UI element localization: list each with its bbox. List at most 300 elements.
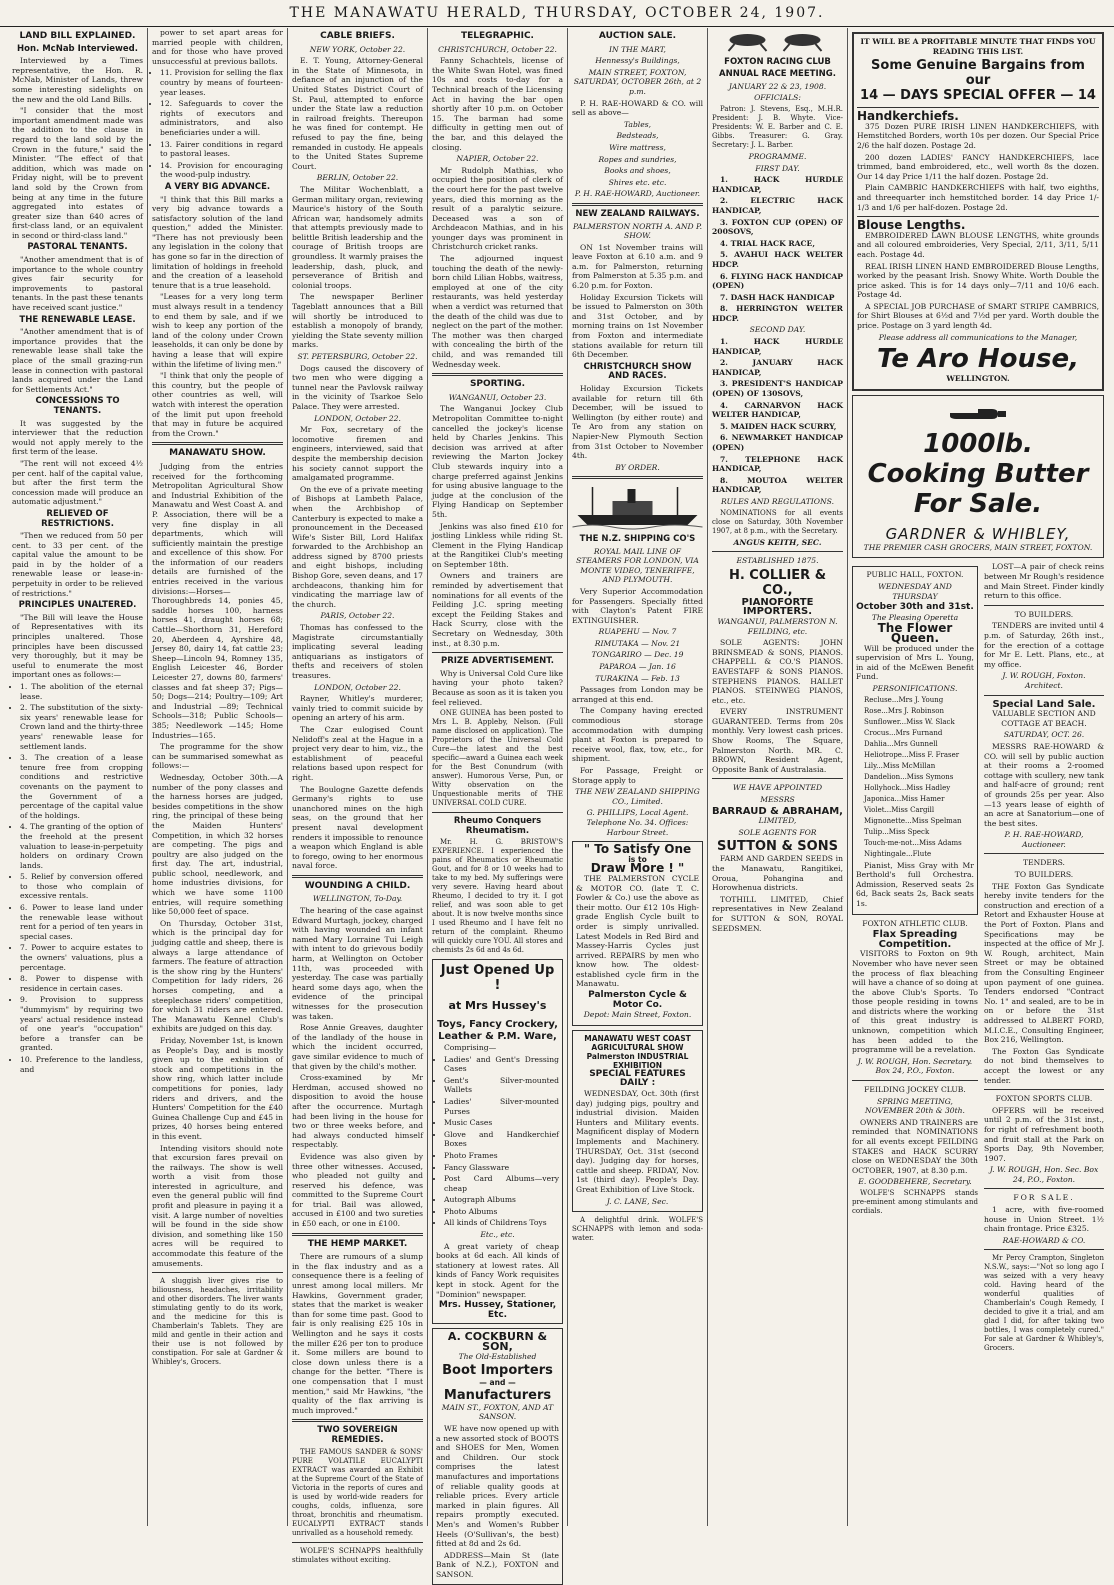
masthead: THE MANAWATU HERALD, THURSDAY, OCTOBER 24, 1907.: [0, 0, 1114, 27]
advert-text: THE Foxton Gas Syndicate hereby invite tenders for the construction and erection of a Retort and Exhauster House at the Port of Foxton. Plans and Specifications may be inspected at the office of Mr J. W. Rough, architect, Main Street or may be obtained from the Consulting Engineer upon payment of one guinea. Tenders endorsed "Contract No. 1" and sealed, are to be in on or before the 31st addressed to ALBERT FORD, M.I.C.E., Consulting Engineer, Box 216, Wellington.: [983, 881, 1104, 1045]
race-row: 8. MOUTOA WELTER HANDICAP,: [712, 475, 843, 495]
advert-text: WE have now opened up with a new assorted stock of BOOTS and SHOES for Men, Women and Children. Our stock comprises the latest manufactures and importations of reliable quality goods at reliable prices. Every article marked in plain figures. All repairs promptly executed. Men's and Women's Rubber Heels (O'Sullivan's, the best) fitted at 8d and 2s 6d.: [436, 1423, 559, 1549]
divider: [432, 812, 563, 813]
list-item: • 7. Power to acquire estates to the owners' valuations, plus a percentage.: [20, 943, 143, 972]
lost-notice: LOST—A pair of check reins between Mr Rough's residence and Main Street. Finder kindly return to this office.: [983, 562, 1104, 601]
divider: [432, 652, 563, 653]
section-heading: TO BUILDERS.: [1014, 870, 1074, 880]
cast-row: Lily...Miss McMillan: [864, 761, 936, 770]
advert-text: WOLFE'S SCHNAPPS stands pre-eminent among stimulants and cordials.: [852, 1188, 978, 1215]
race-row: 1. HACK HURDLE HANDICAP,: [712, 337, 843, 356]
cast-row: Dandelion...Miss Symons: [864, 772, 954, 781]
advert-signature: G. PHILLIPS, Local Agent. Telephone No. 34. Offices: Harbour Street.: [586, 808, 689, 837]
dateline: ST. PETERSBURG, October 22.: [297, 352, 418, 361]
advert-subhead: Boot Importers: [442, 1363, 553, 1379]
paragraph: The Czar eulogised Count Nelidoff's zeal at the Hague in a project very dear to him, viz., the establishment of peaceful relations based upon respect for right.: [292, 724, 423, 782]
advert-text: NOMINATIONS for all events close on Saturday, 30th November 1907, at 8 p.m., with the Secretary.: [712, 508, 843, 535]
advert-text: Comprising—: [444, 1042, 497, 1052]
advert-text: FIRST DAY.: [755, 163, 800, 173]
paragraph: E. T. Young, Attorney-General in the State of Minnesota, in defiance of an injunction of the United States District Court of St. Paul, attempted to enforce under the State law a reduction in railroad freights. Thereupon he was fined for contempt. He refused to pay the fine, being remanded in custody. He appeals to the United States Supreme Court.: [292, 56, 423, 171]
advert-headline: H. COLLIER & CO.,: [728, 567, 827, 598]
advert-text: Will be produced under the supervision of Mrs L. Young, in aid of the McEwen Benefit Fund.: [856, 643, 974, 682]
paragraph: Owners and trainers are reminded by advertisement that nominations for all events of the Feilding J.C. spring meeting except the Feilding Stakes and Hack Scurry, close with the Secretary on Wednesday, 30th inst., at 8.30 p.m.: [432, 571, 563, 648]
race-row: 2. JANUARY HACK HANDICAP,: [712, 358, 843, 377]
flower-queen-advert: [852, 566, 978, 914]
advert-text: REAL IRISH LINEN HAND EMBROIDERED Blouse Lengths, worked by the peasant Irish. Snowy White. Worth Double the price asked. This is for 14 days only—7/11 and 10/6 each. Postage 4d.: [857, 261, 1099, 300]
race-row: 4. CARNARVON HACK WELTER HANDICAP,: [712, 400, 843, 420]
divider: [152, 442, 283, 445]
paragraph: The adjourned inquest touching the death of the newly-born child Lilian Hobbs, waitress, employed at one of the city restaurants, was held yesterday when a verdict was returned that the death of the child was due to neglect on the part of the mother. The mother was then charged with concealing the birth of the child, and was remanded till Wednesday week.: [432, 254, 563, 369]
divider: [984, 605, 1104, 606]
advert-text: EMBROIDERED LAWN BLOUSE LENGTHS, white grounds and all coloured embroideries, Very Special, 2/11, 3/11, 5/11 each. Postage 4d.: [857, 230, 1099, 259]
paragraph: power to set apart areas for married people with children, and for those who have proved unsuccessful at previous ballots.: [152, 28, 283, 66]
section-heading: THE N.Z. SHIPPING CO'S: [579, 533, 696, 544]
advert-headline: For Sale.: [913, 488, 1043, 519]
divider: [292, 1233, 423, 1236]
item: Ropes and sundries,: [598, 154, 677, 164]
sailing-row: TURAKINA — Feb. 13: [595, 673, 680, 683]
racing-horses-icon: [712, 28, 843, 52]
advert-headline: BARRAUD & ABRAHAM,: [712, 805, 843, 817]
section-heading: CHRISTCHURCH SHOW AND RACES.: [583, 361, 692, 382]
advert-text: THE PREMIER CASH GROCERS, MAIN STREET, FOXTON.: [863, 542, 1093, 552]
race-row: 8. HERRINGTON WELTER HDCP.: [712, 304, 843, 323]
list-item: • Autograph Albums: [444, 1195, 559, 1205]
advert-text: ROYAL MAIL LINE OF STEAMERS FOR LONDON, VIA MONTE VIDEO, TENERIFFE, AND PLYMOUTH.: [576, 546, 699, 585]
paragraph: Wednesday, October 30th.—A number of the pony classes and the harness horses are judged, besides competitions in the show ring, the principal of these being the Maiden Hunters' Competition, in which 32 horses are competing. The pigs and poultry are also judged on the first day. The art, industrial, public school, needlework, and home industries divisions, for which we have some 1100 entries, will require something like 50,000 feet of space.: [152, 772, 283, 917]
advert-headline: A. COCKBURN & SON,: [447, 1330, 548, 1353]
paragraph: "Then we reduced from 50 per cent. to 33 per cent. of the capital value the amount to be paid in by the holder of a renewable lease or lease-in-perpetuity in order to be relieved of restrictions.": [12, 531, 143, 598]
list-item: • 5. Relief by conversion offered to those who complain of excessive rentals.: [20, 872, 143, 901]
item: Wire mattress,: [609, 142, 666, 152]
divider: [984, 695, 1104, 696]
advert-text: THE NEW ZEALAND SHIPPING CO., Limited.: [575, 787, 700, 806]
advert-text: PALMERSTON NORTH A. AND P. SHOW.: [572, 221, 702, 241]
lower-adverts: [852, 562, 1104, 1355]
advert-text: Mr Percy Crampton, Singleton N.S.W., says:—"Not so long ago I was seized with a very heavy cold. Having heard of the wonderful qualities of Chamberlain's Cough Remedy, I decided to give it a trial, and am glad I did, for after taking two bottles, I was completely cured." For sale at Gardner & Whibley's, Grocers.: [983, 1254, 1104, 1353]
article-title: TELEGRAPHIC.: [461, 31, 534, 41]
column-6: [708, 28, 848, 1526]
section-heading: Handkerchiefs.: [857, 109, 959, 124]
advert-text: A great variety of cheap books at 6d each. All kinds of stationery at lowest rates. All kinds of Fancy Work requisites kept in stock. Agent for the "Dominion" newspaper.: [436, 1241, 559, 1299]
advert-text: FARM AND GARDEN SEEDS in the Manawatu, Rangitikei, Oroua, Pohangina and Horowhenua districts.: [712, 854, 843, 893]
cycle-advert: [572, 841, 703, 1026]
advert-text: The Foxton Gas Syndicate do not bind themselves to accept the lowest or any tender.: [983, 1046, 1104, 1085]
advert-text: Hennessy's Buildings,: [595, 56, 680, 66]
advert-text: PUBLIC HALL, FOXTON.: [866, 570, 964, 580]
paragraph: Jenkins was also fined £10 for jostling Linkless while riding St. Clement in the Flying Handicap at the Rangitikei Club's meeting on September 18th.: [432, 521, 563, 569]
dateline: NAPIER, October 22.: [456, 154, 539, 164]
section-heading: PASTORAL TENANTS.: [27, 242, 128, 253]
item: Tables,: [623, 119, 652, 129]
divider: [572, 476, 703, 479]
paragraph: On Thursday, October 31st, which is the principal day for judging cattle and sheep, there is always a large attendance of farmers. The feature of attraction is the show ring by the Hunters' Competition for lady riders, 26 horses competing, and a steeplechase riders' competition, for which 31 riders are entered. The Manawatu Kennel Club's exhibits are judged on this day.: [152, 918, 283, 1034]
advert-text: WELLINGTON.: [946, 374, 1010, 384]
race-row: 3. PRESIDENT'S HANDICAP (OPEN) OF 130SOVS,: [712, 379, 843, 399]
advert-text: THE PALMERSTON CYCLE & MOTOR CO. (late T. C. Fowler & Co.) use the above as their motto. Our £12 10s High-grade English Cycle built to order is simply unrivalled. Latest Models in Red Bird and Massey-Harris Cycles just arrived. REPAIRS by men who know how. The oldest-established cycle firm in the Manawatu.: [576, 873, 699, 989]
advert-text: WEDNESDAY, Oct. 30th (first day) judging pigs, poultry and industrial division. Maiden Hunters and Military events. Magnificent display of Modern Implements and Machinery. THURSDAY, Oct. 31st (second day). Judging day for horses, cattle and sheep. FRIDAY, Nov. 1st (third day). People's Day. Great Exhibition of Live Stock.: [576, 1089, 699, 1194]
advert-text: ADDRESS—Main St (late Bank of N.Z.), FOXTON and SANSON.: [436, 1550, 559, 1579]
paragraph: The Militar Wochenblatt, a German military organ, reviewing Maurice's history of the South African war, handsomely admits that attempts previously made to belittle British leadership and the courage of British troops are groundless. It warmly praises the leadership, dash, pluck, and perseverance of British and colonial troops.: [292, 184, 423, 290]
divider: [857, 107, 1099, 108]
divider: [292, 1419, 423, 1422]
sailing-row: PAPAROA — Jan. 16: [599, 662, 676, 672]
paragraph: "I consider that the most important amendment made was the addition to the clause in regard to the land sold by the Crown in the future," said the Minister. "The effect of that addition, which was made on Friday night, will be to prevent land sold by the Crown from being at any time in the future aggregated into estates of greater size than 640 acres of first-class land, or an equivalent in second or third-class land.": [12, 106, 143, 240]
race-row: 4. TRIAL HACK RACE,: [720, 238, 815, 248]
advert-text: EVERY INSTRUMENT GUARANTEED. Terms from 20s monthly. Very lowest cash prices. Show Rooms, The Square, Palmerston North. MR. C. BROWN, Resident Agent, Opposite Bank of Australasia.: [712, 707, 843, 774]
race-row: 6. NEWMARKET HANDICAP (OPEN): [712, 433, 843, 452]
divider: [712, 778, 843, 779]
paragraph: "I think that only the people of this country, but the people of other countries as well, will watch with interest the operation of the limit put upon freehold that may in future be acquired from the Crown.": [152, 371, 283, 438]
advert-text: JANUARY 22 & 23, 1908.: [728, 81, 827, 91]
advert-headline: SUTTON & SONS: [717, 839, 838, 855]
list-item: • 6. Power to lease land under the renewable lease without rent for a period of ten years in special cases.: [20, 903, 143, 941]
paragraph: The Wanganui Jockey Club Metropolitan Committee to-night cancelled the jockey's license held by Charles Jenkins. This decision was arrived at after reviewing the Marton Jockey Club stewards inquiry into a charge preferred against Jenkins for using abusive language to the judge at the conclusion of the Flying Handicap on September 5th.: [432, 404, 563, 519]
paragraph: The programme for the show can be summarised somewhat as follows:—: [152, 742, 283, 771]
provisions-list: [152, 68, 283, 180]
cast-row: Mignonette...Miss Spelman: [864, 816, 962, 825]
advert-subhead: Manufacturers: [443, 1387, 552, 1403]
advert-text: A delightful drink. WOLFE'S SCHNAPPS with lemon and soda-water.: [572, 1216, 703, 1243]
advert-text: A SPECIAL JOB PURCHASE of SMART STRIPE CAMBRICS, for Shirt Blouses at 6½d and 7½d per yard. Worth double the price. Postage on 3 yard length 4d.: [857, 301, 1099, 331]
divider: [432, 373, 563, 376]
race-row: 5. MAIDEN HACK SCURRY,: [720, 421, 837, 431]
advert-text: SOLE AGENTS: JOHN BRINSMEAD & SONS, PIANOS. CHAPPELL & CO.'S PIANOS. EAVESTAFF & SONS PIANOS. STEPHENS PIANOS. HALLET PIANOS. STEINWEG PIANOS, etc., etc.: [712, 638, 843, 705]
race-row: 7. TELEPHONE HACK HANDICAP,: [712, 454, 843, 474]
cast-row: Dahlia...Mrs Gunnell: [864, 739, 938, 748]
list-item: • All kinds of Childrens Toys: [444, 1218, 559, 1228]
advert-text: ESTABLISHED 1875.: [736, 556, 819, 566]
cast-row: Tulip...Miss Speck: [864, 827, 930, 836]
section-heading: FEILDING JOCKEY CLUB.: [864, 1085, 966, 1095]
advert-text: MAIN ST., FOXTON, AND AT SANSON.: [441, 1402, 554, 1422]
advert-text: The Pleasing Operetta: [871, 612, 959, 622]
item: Bedsteads,: [616, 131, 659, 141]
cast-row: Heliotrope...Miss F. Fraser: [864, 750, 960, 759]
advert-text: Passages from London may be arranged at this end.: [572, 685, 703, 704]
advert-text: Very Superior Accommodation for Passengers. Specially fitted with Clayton's Patent FIRE EXTINGUISHER.: [572, 586, 703, 625]
column-1: [8, 28, 148, 1526]
section-heading: PRINCIPLES UNALTERED.: [18, 600, 137, 611]
paragraph: "Another amendment that is of importance to the whole country gives fair security for improvements to pastoral tenants. In the past these tenants have received scant justice.": [12, 255, 143, 313]
advert-text: WOLFE'S SCHNAPPS healthfully stimulates without exciting.: [292, 1546, 423, 1564]
paragraph: Judging from the entries received for the forthcoming Metropolitan Agricultural Show and Industrial Exhibition of the Manawatu and West Coast A. and P. Association, there will be a very fine display in all departments, which will sufficiently maintain the prestige and excellence of this show. For the information of our readers details are furnished of the entries received in the various divisions:—Horses—Thoroughbreds 14, ponies 45, saddle horses 100, harness horses 41, draught horses 68; Cattle—Shorthorn 31, Hereford 20, Aberdeen 4, Ayrshire 48, Jersey 80, dairy 14, fat cattle 23; Sheep—Lincoln 94, Romney 135, English Leicester 46, Border Leicester 27, downs 80, farmers' classes and fat sheep 37; Pigs—50; Dogs—214; Poultry—109; Art and Industrial —89; Technical Schools—318; Public Schools—385; Needlework —145; Home Industries—165.: [152, 461, 283, 740]
advert-text: OFFICIALS:: [754, 93, 801, 103]
advert-subhead: Toys, Fancy Crockery, Leather & P.M. Ware,: [437, 1018, 558, 1042]
paragraph: "Another amendment that is of importance provides that the renewable lease shall take the place of the small grazing-run lease in connection with pastoral lands acquired under the Land for Settlements Act.": [12, 327, 143, 394]
cast-row: Hollyhock...Miss Hadley: [864, 783, 951, 792]
advert-text: The Company having erected commodious storage accommodation with dumping plant at Foxton is prepared to receive wool, flax, tow, etc., for shipment.: [572, 706, 703, 764]
paragraph: Mr. H. G. BRISTOW'S EXPERIENCE. I experienced the pains of Rheumatics or Rheumatic Gout, and for 8 or 10 weeks had to take to my bed. My sufferings were very severe. Having heard about Rheumo, I decided to try it. I got relief, and was soon able to get about. It is now twelve months since I used Rheumo and I have felt no return of the complaint. Rheumo will quickly cure YOU. All stores and chemists 2s 6d and 4s 6d.: [432, 838, 563, 955]
paragraph: ONE GUINEA has been posted to Mrs L. B. Appleby, Nelson. (Full name disclosed on application). The Proprietors of the Universal Cold Cure—the latest and the best specific—award a Guinea each week for the Best Conundrum (with answer). Humorous Verse, Pun, or Witty observation on the Unquestionable merits of THE UNIVERSAL COLD CURE.: [432, 709, 563, 808]
paragraph: It was suggested by the interviewer that the reduction would not apply merely to the first term of the lease.: [12, 418, 143, 457]
column-7: [848, 28, 1108, 1526]
advert-text: SPRING MEETING, NOVEMBER 20th & 30th.: [864, 1096, 965, 1116]
dateline: BERLIN, October 22.: [316, 173, 399, 183]
lower-left-column: [852, 562, 978, 1355]
advert-signature: Palmerston Cycle & Motor Co.: [588, 990, 687, 1010]
advert-signature: P. H. RAE-HOWARD, Auctioneer.: [574, 189, 701, 199]
advert-text: RULES AND REGULATIONS.: [720, 496, 835, 506]
article-title: SPORTING.: [469, 379, 526, 390]
column-3: [288, 28, 428, 1564]
advert-text: 200 dozen LADIES' FANCY HANDKERCHIEFS, lace trimmed, band embroidered, etc., well worth 8s the dozen. Our 14 day Price 1/11 the half dozen. Postage 2d.: [857, 152, 1099, 181]
list-item: • 12. Safeguards to cover the rights of executors and administrators, and also beneficiaries under a will.: [160, 99, 283, 137]
list-item: • 8. Power to dispense with residence in certain cases.: [20, 974, 143, 993]
article-title: LAND BILL EXPLAINED.: [19, 31, 136, 41]
divider: [984, 1188, 1104, 1189]
dateline: LONDON, October 22.: [314, 413, 401, 423]
advert-text: Pianist, Miss Gray with Mr Berthold's full Orchestra. Admission, Reserved seats 2s 6d, Back seats 2s, Back seats 1s.: [856, 860, 974, 908]
steamship-icon: [572, 483, 703, 529]
paragraph: "I think that this Bill marks a very big advance towards a satisfactory solution of the land question," added the Minister. "There has not previously been any legislation in the colony that has gone so far in the direction of limitation of holdings in freehold and the creation of a leasehold tenure that is a true leasehold.: [152, 194, 283, 290]
list-item: • Photo Frames: [444, 1151, 559, 1161]
advert-text: SOLE AGENTS FOR: [738, 827, 817, 837]
advert-signature: E. GOODBEHERE, Secretary.: [858, 1177, 972, 1187]
advert-text: PERSONIFICATIONS.: [872, 683, 958, 693]
advert-text: For Passage, Freight or Storage apply to: [572, 766, 703, 785]
advert-subhead: is to: [628, 854, 647, 864]
race-row: 1. HACK HURDLE HANDICAP,: [712, 175, 843, 194]
cast-row: Crocus...Mrs Furnand: [864, 728, 943, 737]
race-row: 5. AVAHUI HACK WELTER HDCP.: [712, 250, 843, 269]
advert-text: Etc., etc.: [480, 1230, 515, 1240]
columns: [8, 28, 1108, 1579]
section-heading: FOR SALE.: [1013, 1193, 1075, 1203]
cast-row: Touch-me-not...Miss Adams: [864, 838, 962, 847]
list-item: • Gent's Silver-mounted Wallets: [444, 1076, 559, 1095]
advert-headline: Flax Spreading Competition.: [872, 929, 958, 950]
advert-text: P. H. RAE-HOWARD & CO. will sell as above—: [572, 98, 703, 118]
article-title: AUCTION SALE.: [598, 31, 677, 41]
sailing-row: RIMUTAKA — Nov. 21: [594, 638, 681, 648]
article-title: MANAWATU SHOW.: [169, 448, 266, 459]
race-row: 2. ELECTRIC HACK HANDICAP,: [712, 196, 843, 215]
divider: [292, 1542, 423, 1543]
list-item: • 10. Preference to the landless, and: [20, 1055, 143, 1074]
advert-text: THE FAMOUS SANDER & SONS' PURE VOLATILE EUCALYPTI EXTRACT was awarded an Exhibit at the Supreme Court of the State of Victoria in the reports of cures and is used by world-wide readers for coughs, colds, influenza, sore throat, bronchitis and rheumatism. EUCALYPTI EXTRACT stands unrivalled as a household remedy.: [292, 1447, 423, 1537]
advert-signature: J. W. ROUGH, Hon. Sec. Box 24, P.O., Foxton.: [989, 1165, 1099, 1184]
advert-text: The Old-Established: [458, 1351, 537, 1361]
advert-text: Patron: J. Stevens, Esq., M.H.R. President: J. B. Whyte. Vice-Presidents: W. E. Barber and C. E. Gibbs. Treasurer: G. Gray. Secretary: J. L. Barber.: [712, 104, 843, 149]
advert-signature: J. C. LANE, Sec.: [606, 1196, 669, 1206]
advert-text: OWNERS AND TRAINERS are reminded that NOMINATIONS for all events except FEILDING STAKES and HACK SCURRY close on WEDNESDAY the 30th OCTOBER, 1907, at 8.30 p.m.: [852, 1117, 978, 1175]
dateline: LONDON, October 22.: [314, 682, 401, 692]
article-title: THE HEMP MARKET.: [307, 1238, 408, 1249]
article-title: CABLE BRIEFS.: [320, 31, 395, 41]
section-heading: TWO SOVEREIGN REMEDIES.: [317, 1425, 398, 1445]
section-heading: Rheumo Conquers Rheumatism.: [453, 816, 542, 836]
list-item: • Glove and Handkerchief Boxes: [444, 1130, 559, 1149]
advert-text: LIMITED,: [758, 816, 797, 826]
cast-row: Nightingale...Flute: [864, 849, 932, 858]
paragraph: The Boulogne Gazette defends Germany's rights to use unanchored mines on the high seas, on the ground that her present naval development renders it impossible to renounce a weapon which England is able to forego, owing to her enormous naval force.: [292, 784, 423, 871]
advert-subhead: PIANOFORTE IMPORTERS.: [741, 596, 814, 618]
sailing-row: TONGARIRO — Dec. 19: [591, 650, 684, 660]
paragraph: Intending visitors should note that excursion fares prevail on the railways. The show is well worth a visit from those interested in agriculture, and even the general public will find profit and pleasure in paying it a visit. A large number of novelties will be found in the side show division, and something like 150 acres will be required to accommodate this feature of the amusements.: [152, 1143, 283, 1268]
advert-text: WANGANUI, PALMERSTON N. FEILDING, etc.: [717, 616, 838, 636]
advert-text: VISITORS to Foxton on 9th November who have never seen the process of flax bleaching will have a chance of so doing at the above Club's Sports. To those people residing in towns and districts where the working of this great industry is unknown, competition which has been added to the programme will be a revelation.: [852, 949, 978, 1055]
paragraph: There are rumours of a slump in the flax industry and as a consequence there is a feeling of unrest among local millers. Mr Hawkins, Government grader, states that the market is weaker than for some time past. Good to fair is only realising £25 10s in Wellington and he says it costs the miller £26 per ton to produce it. Some millers are bound to close down unless there is a change for the better. "There is one compensation that I must mention," said Mr Hawkins, "the quality of the flax arriving is much improved.": [292, 1252, 423, 1415]
principles-list: [12, 682, 143, 1074]
advert-signature: ANGUS KEITH, SEC.: [733, 537, 822, 547]
divider: [984, 1089, 1104, 1090]
section-heading: ANNUAL RACE MEETING.: [719, 69, 836, 80]
dateline: CHRISTCHURCH, October 22.: [438, 44, 557, 54]
cast-row: Sunflower...Miss W. Slack: [864, 717, 955, 726]
advert-headline: Te Aro House,: [876, 344, 1080, 375]
advert-headline: MANAWATU WEST COAST AGRICULTURAL SHOW Palmerston INDUSTRIAL EXHIBITION: [584, 1033, 691, 1070]
advert-headline: " To Satisfy One: [583, 842, 692, 857]
section-heading: TENDERS.: [1023, 858, 1065, 868]
cast-row: Japonica...Miss Hamer: [864, 794, 945, 803]
advert-text: 375 Dozen PURE IRISH LINEN HANDKERCHIEFS, with Hemstitched Borders, worth 10s per dozen. Our Special Price 2/6 the half dozen. Postage 2d.: [857, 121, 1099, 150]
advert-subhead: October 30th and 31st.: [856, 602, 974, 613]
hussey-advert: [432, 959, 563, 1324]
advert-text: Plain CAMBRIC HANDKERCHIEFS with half, two eighths, and threequarter inch hemstitched border. 14 day Price 1/- 1/3 and 1/6 per half-dozen. Postage 2d.: [857, 183, 1099, 212]
list-item: • Ladies' Silver-mounted Purses: [444, 1097, 559, 1116]
list-item: • 9. Provision to suppress "dummyism" by requiring two years' actual residence instead of one year's "occupation" before a transfer can be granted.: [20, 995, 143, 1053]
pointing-hand-icon: [948, 403, 1008, 425]
section-heading: CONCESSIONS TO TENANTS.: [35, 396, 120, 416]
list-item: • 11. Provision for selling the flax country by means of fourteen-year leases.: [160, 68, 283, 97]
divider: [292, 875, 423, 878]
advert-text: Depot: Main Street, Foxton.: [583, 1010, 692, 1020]
paragraph: Interviewed by a Times representative, the Hon. R. McNab, Minister of Lands, threw some interesting sidelights on the new and the old Land Bills.: [12, 56, 143, 104]
list-item: • Music Cases: [444, 1118, 559, 1128]
sailing-row: RUAPEHU — Nov. 7: [598, 627, 677, 637]
advert-text: PROGRAMME.: [748, 151, 807, 161]
dateline: WANGANUI, October 23.: [448, 392, 547, 402]
divider: [857, 216, 1099, 217]
paragraph: The newspaper Berliner Tageblatt announces that a Bill will shortly be introduced to establish a monopoly of brandy, yielding the State seventy million marks.: [292, 292, 423, 350]
advert-headline: Special Land Sale.: [992, 698, 1096, 710]
advert-headline: Just Opened Up !: [440, 963, 555, 994]
advert-text: MAIN STREET, FOXTON, SATURDAY, OCTOBER 26th, at 2 p.m.: [573, 67, 702, 96]
advert-signature: J. W. ROUGH, Foxton. Architect.: [1002, 671, 1086, 690]
butter-advert: [852, 395, 1104, 559]
column-5: [568, 28, 708, 1526]
section-heading: THE RENEWABLE LEASE.: [19, 314, 136, 325]
race-row: 7. DASH HACK HANDICAP: [720, 292, 835, 302]
advert-headline: Some Genuine Bargains from our: [871, 58, 1085, 89]
advert-signature: Mrs. Hussey, Stationer, Etc.: [438, 1300, 557, 1320]
advert-headline: 14 — DAYS SPECIAL OFFER — 14: [860, 88, 1096, 104]
dateline: PARIS, October 22.: [320, 611, 395, 621]
item: Books and shoes,: [604, 166, 671, 176]
dateline: NEW YORK, October 22.: [309, 44, 406, 54]
te-aro-advert: [852, 32, 1104, 391]
section-heading: RELIEVED OF RESTRICTIONS.: [41, 508, 114, 529]
advert-text: IT WILL BE A PROFITABLE MINUTE THAT FINDS YOU READING THIS LIST.: [860, 37, 1096, 56]
list-item: • 3. The creation of a lease tenure free from cropping conditions and restrictive covenants on the payment to the Government of a percentage of the capital value of the holdings.: [20, 753, 143, 820]
advert-text: WEDNESDAY AND THURSDAY: [878, 582, 952, 601]
paragraph: On the eve of a private meeting of Bishops at Lambeth Palace, when the Archbishop of Canterbury is expected to make a pronouncement in the Deceased Wife's Sister Bill, Lord Halifax forwarded to the Archbishop an address signed by 8700 priests and eight bishops, including Bishop Gore, seven deans, and 17 archdeacons, thanking him for vindicating the marriage law of the church.: [292, 484, 423, 609]
advert-text: OFFERS will be received until 2 p.m. of the 31st inst., for right of refreshment booth and fruit stall at the Park on Sports Day, 9th November, 1907.: [983, 1105, 1104, 1163]
advert-text: MESSRS RAE-HOWARD & CO. will sell by public auction at their rooms a 2-roomed cottage with scullery, new tank and half-acre of ground; rent of grounds 25s per year. Also—13 years lease of eighth of an acre at Sanatorium—one of the best sites.: [983, 741, 1104, 828]
advert-text: 1 acre, with five-roomed house in Union Street. 1½ chain frontage. Price £325.: [983, 1205, 1104, 1234]
article-subtitle: Hon. McNab Interviewed.: [17, 43, 138, 54]
paragraph: Fanny Schachtels, license of the White Swan Hotel, was fined 10s and costs to-day for a Technical breach of the Licensing Act in having the bar open shortly after 10 p.m. on October 15. The barman had some difficulty in getting men out of the bar, and this delayed the closing.: [432, 56, 563, 152]
column-2: [148, 28, 288, 1526]
paragraph: Friday, November 1st, is known as People's Day, and is mostly given up to the exhibition of stock and competitions in the show ring, which latter include competitions for ponies, lady riders and drivers, and the Hunters' Competition for the £40 Guinea Challenge Cup and £45 in prizes, 40 horses being entered in this event.: [152, 1035, 283, 1141]
divider: [984, 1249, 1104, 1250]
advert-subhead: VALUABLE SECTION AND COTTAGE AT BEACH.: [992, 709, 1096, 728]
cast-row: Recluse...Mrs J. Young: [864, 695, 944, 704]
list-item: • Post Card Albums—very cheap: [444, 1174, 559, 1193]
advert-signature: BY ORDER.: [615, 462, 660, 472]
paragraph: The hearing of the case against Edward Murtagh, jockey, charged with having wounded an infant named Mary Lorraine Tui Leigh with intent to do grievous bodily harm, at Wellington on October 11th, was proceeded with yesterday. The case was partially heard some days ago, when the evidence of the principal witnesses for the prosecution was taken.: [292, 906, 423, 1021]
list-item: • Photo Albums: [444, 1207, 559, 1217]
paragraph: Cross-examined by Mr Herdman, accused showed no disposition to avoid the house after the occurrence. Murtagh had been living in the house for two or three weeks before, and had always conducted himself respectably.: [292, 1073, 423, 1150]
advert-text: IN THE MART,: [609, 44, 666, 54]
advert-text: A sluggish liver gives rise to biliousness, headaches, irritability and other disorders. The liver wants stimulating gently to do its work, and the medicine for this is Chamberlain's Tablets. They are mild and gentle in their action and their use is not followed by constipation. For sale at Gardner & Whibley's, Grocers.: [152, 1277, 283, 1367]
list-item: • Fancy Glassware: [444, 1163, 559, 1173]
advert-text: SECOND DAY.: [749, 325, 806, 335]
section-heading: FOXTON SPORTS CLUB.: [995, 1094, 1093, 1104]
section-heading: PRIZE ADVERTISEMENT.: [440, 656, 555, 667]
list-item: • 14. Provision for encouraging the wood-pulp industry.: [160, 161, 283, 180]
advert-text: ON 1st November trains will leave Foxton at 6.10 a.m. and 9 a.m. for Palmerston, returning from Palmerston at 5.35 p.m. and 6.20 p.m. for Foxton.: [572, 242, 703, 291]
divider: [572, 203, 703, 206]
advert-text: WE HAVE APPOINTED: [732, 783, 823, 793]
paragraph: Rose Annie Greaves, daughter of the landlady of the house in which the incident occurred, gave similar evidence to much of that given by the child's mother.: [292, 1023, 423, 1071]
advert-text: Please address all communications to the Manager,: [878, 332, 1078, 342]
list-item: • 4. The granting of the option of the freehold at the present valuation to lease-in-perpetuity holders on ordinary Crown lands.: [20, 822, 143, 870]
advert-signature: J. W. ROUGH, Hon. Secretary. Box 24, P.O., Foxton.: [857, 1056, 973, 1076]
advert-headline: 1000lb.: [923, 428, 1033, 459]
advert-subhead: SPECIAL FEATURES DAILY :: [589, 1068, 686, 1089]
divider: [984, 853, 1104, 854]
paragraph: Why is Universal Cold Cure like having your photo taken? Because as soon as it is taken you feel relieved.: [432, 668, 563, 707]
advert-text: Holiday Excursion Tickets will be issued to Palmerston on 30th and 31st October, and by morning trains on 1st November from Foxton and intermediate stations available for return till 6th December.: [572, 292, 703, 360]
advert-text: SATURDAY, OCT. 26.: [1003, 730, 1085, 740]
advert-text: TENDERS are invited until 4 p.m. of Saturday, 26th inst., for the erection of a cottage for Mr E. Lett. Plans, etc., at my office.: [983, 621, 1104, 669]
advert-subhead: — and —: [479, 1378, 516, 1388]
advert-subhead: GARDNER & WHIBLEY,: [885, 524, 1071, 543]
race-row: 3. FOXTON CUP (OPEN) OF 200SOVS,: [712, 217, 843, 237]
divider: [852, 1080, 978, 1081]
paragraph: "Leases for a very long term must always result in a tendency to end them by sale, and if we wish to keep any portion of the land of the colony under Crown leaseholds, it can only be done by having a lease that will expire within the lifetime of living men.": [152, 292, 283, 369]
cast-row: Violet...Miss Cargill: [864, 805, 935, 814]
divider: [152, 1272, 283, 1273]
divider: [712, 551, 843, 552]
paragraph: Thomas has confessed to the Magistrate circumstantially implicating several leading antiquarians as instigators of thefts and receivers of stolen treasures.: [292, 623, 423, 680]
list-item: • 2. The substitution of the sixty-six years' renewable lease for Crown land and the thirty-three years' renewable lease for settlement lands.: [20, 703, 143, 751]
advert-headline: Cooking Butter: [867, 458, 1089, 489]
paragraph: Mr Fox, secretary of the locomotive firemen and engineers, interviewed, said that despite the membership decision his society cannot support the amalgamated programme.: [292, 425, 423, 483]
advert-subhead: at Mrs Hussey's: [448, 999, 547, 1013]
advert-headline: Draw More ! ": [590, 861, 685, 876]
advert-signature: P. H. RAE-HOWARD, Auctioneer.: [1004, 830, 1084, 849]
paragraph: "The Bill will leave the House of Representatives with its principles unaltered. Those principles have been discussed very thoroughly, but it may be useful to enumerate the most important ones as follows:—: [12, 612, 143, 680]
advert-signature: RAE-HOWARD & CO.: [1002, 1235, 1086, 1245]
section-heading: FOXTON RACING CLUB: [724, 56, 831, 67]
cockburn-advert: [432, 1328, 563, 1585]
paragraph: Mr Rudolph Mathias, who occupied the position of clerk of the court here for the past twelve years, died this morning as the result of a paralytic seizure. Deceased was a son of Archdeacon Mathias, and in his younger days was prominent in Christchurch cricket ranks.: [432, 165, 563, 252]
item: Shires etc. etc.: [608, 177, 667, 187]
section-heading: Blouse Lengths.: [857, 218, 966, 233]
dateline: WELLINGTON, To-Day.: [312, 894, 403, 904]
paragraph: "The rent will not exceed 4½ per cent. half of the capital value, but after the first term the concession made will produce an automatic adjustment.": [12, 458, 143, 507]
show-advert: [572, 1030, 703, 1212]
lower-right-column: [984, 562, 1104, 1355]
list-item: • 13. Fairer conditions in regard to pastoral leases.: [160, 140, 283, 159]
race-row: 6. FLYING HACK HANDICAP (OPEN): [712, 271, 843, 291]
advert-text: TOTHILL LIMITED, Chief representatives in New Zealand for SUTTON & SON, ROYAL SEEDSMEN.: [712, 894, 843, 933]
list-item: • Ladies' and Gent's Dressing Cases: [444, 1055, 559, 1074]
section-heading: FOXTON ATHLETIC CLUB.: [862, 918, 968, 928]
